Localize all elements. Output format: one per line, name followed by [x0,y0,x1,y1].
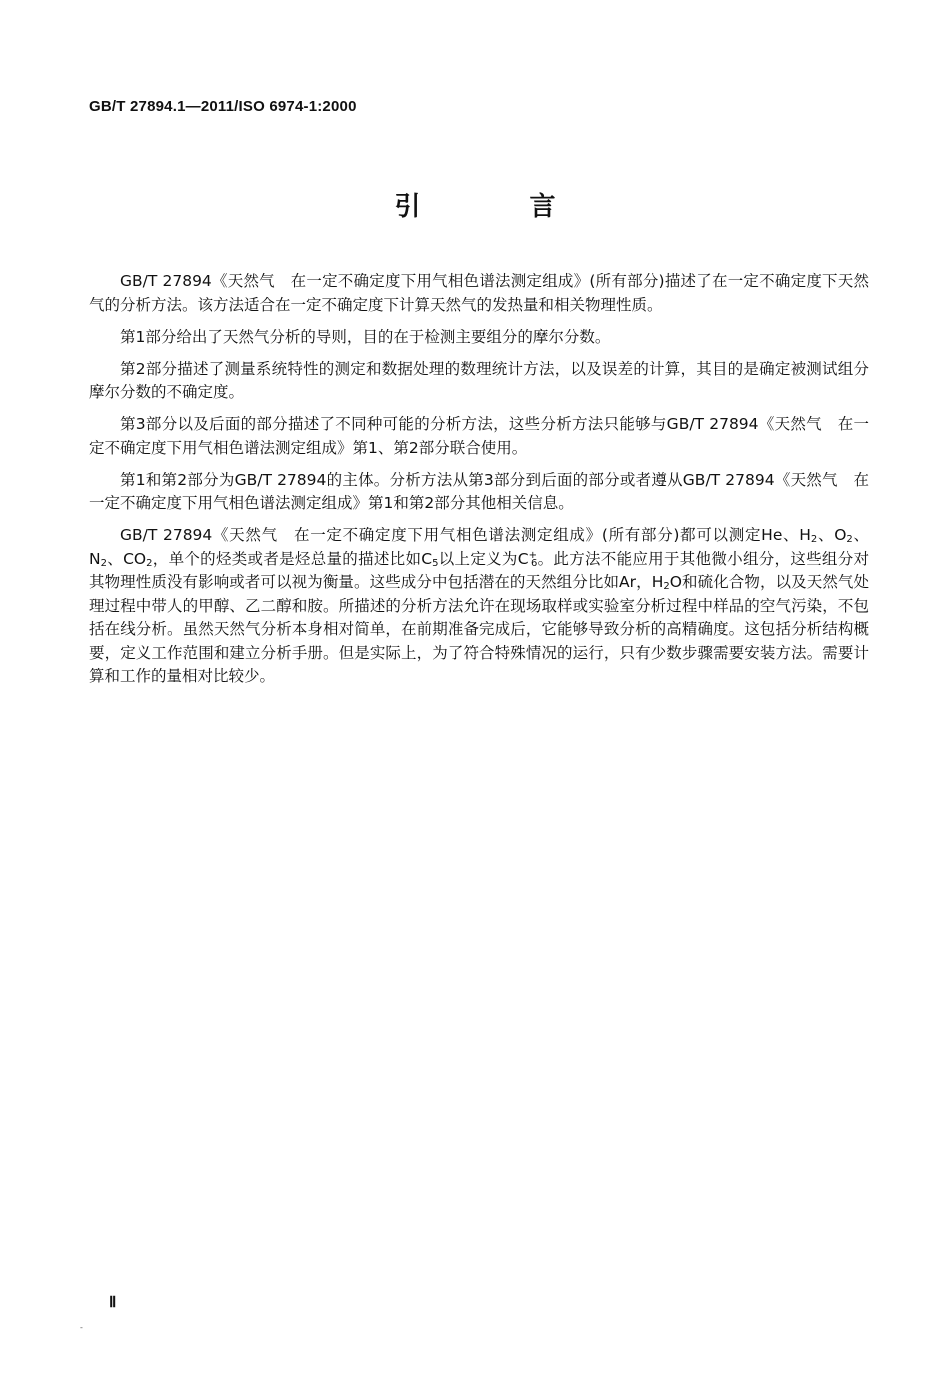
introduction-body [89,270,869,697]
p6-text-h: O和硫化合物，以及天然气处理过程中带人的甲醇、乙二醇和胺。所描述的分析方法允许在现场取样或实验室分析过程中样品的空气污染，不包括在线分析。虽然天然气分析本身相对简单，在前期准备完成后，它能够导致分析的高精确度。这包括分析结构概要，定义工作范围和建立分析手册。但是实际上，为了符合特殊情况的运行，只有少数步骤需要安装方法。需要计算和工作的量相对比较少。 [89,573,870,685]
p6-sub-co2: 2 [146,557,153,569]
p6-text-c: 、N [89,526,869,568]
paragraph-1: GB/T 27894《天然气 在一定不确定度下用气相色谱法测定组成》(所有部分)描述了在一定不确定度下天然气的分析方法。该方法适合在一定不确定度下计算天然气的发热量和相关物理性质。 [89,272,869,314]
paragraph-6 [89,524,869,689]
paragraph-3: 第2部分描述了测量系统特性的测定和数据处理的数理统计方法，以及误差的计算，其目的是确定被测试组分摩尔分数的不确定度。 [89,359,869,401]
paragraph-5: 第1和第2部分为GB/T 27894的主体。分析方法从第3部分到后面的部分或者遵从GB/T 27894《天然气 在一定不确定度下用气相色谱法测定组成》第1和第2部分其他相关信息。 [89,470,869,512]
p6-sub-c5: 5 [432,557,439,569]
p6-sub-n2: 2 [100,557,107,569]
p6-text-g: 。此方法不能应用于其他微小组分，这些组分对其物理性质没有影响或者可以视为衡量。这些成分中包括潜在的天然组分比如Ar，H [89,549,869,591]
p6-sub-h2: 2 [810,534,818,545]
p6-text-d: 、CO [106,549,147,568]
p6-sub-o2: 2 [846,534,853,545]
p6-text-e: ，单个的烃类或者是烃总量的描述比如C [152,549,433,568]
p6-sub-h2o: 2 [663,581,670,592]
p6-text-a: GB/T 27894《天然气 在一定不确定度下用气相色谱法测定组成》(所有部分)都可以测定He、H [120,526,811,544]
p6-text-f: 以上定义为C [438,549,529,568]
page-title: 引 言 [394,192,606,222]
page-number: Ⅱ [109,1295,117,1311]
p6-sub-c6: 6 [530,557,538,569]
p6-sup-plus: + [528,549,537,561]
corner-mark: - [80,1323,83,1332]
p6-text-b: 、O [817,526,847,544]
paragraph-2: 第1部分给出了天然气分析的导则，目的在于检测主要组分的摩尔分数。 [120,327,611,346]
paragraph-4: 第3部分以及后面的部分描述了不同种可能的分析方法，这些分析方法只能够与GB/T 27894《天然气 在一定不确定度下用气相色谱法测定组成》第1、第2部分联合使用。 [89,415,869,457]
standard-code: GB/T 27894.1—2011/ISO 6974-1:2000 [89,98,357,115]
